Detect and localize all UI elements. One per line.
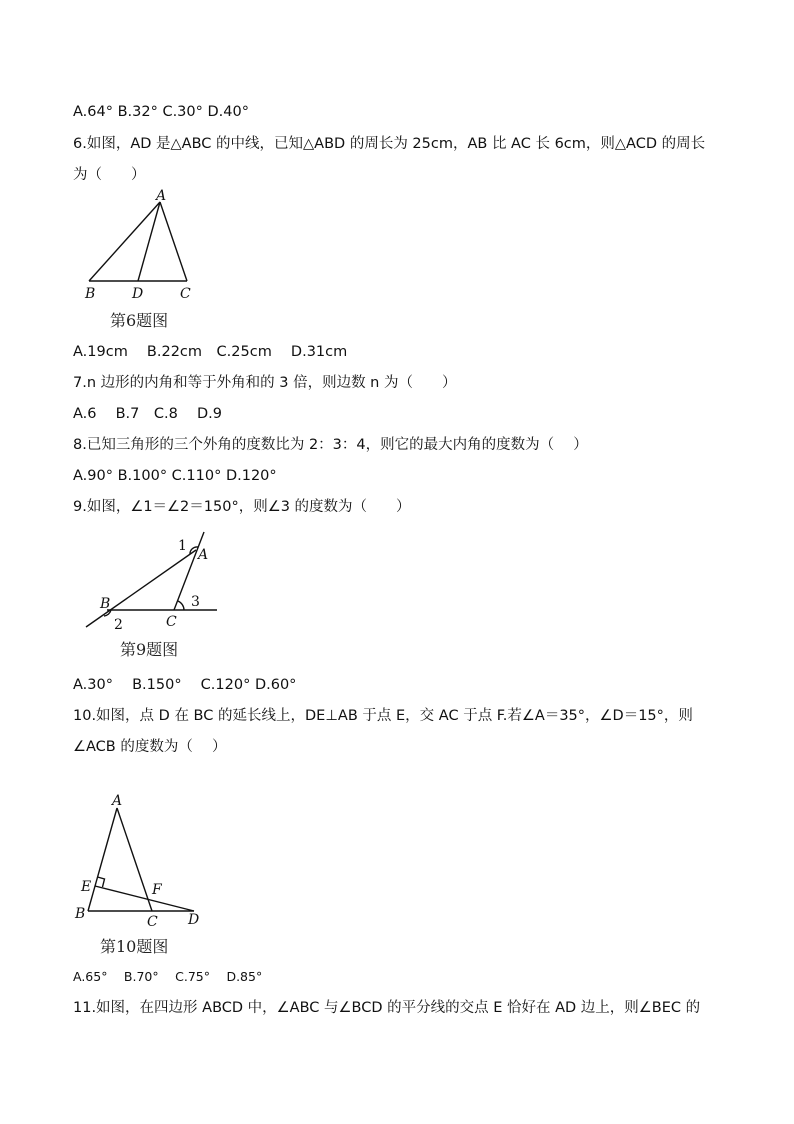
q6-stem-line1: 6.如图，AD 是△ABC 的中线，已知△ABD 的周长为 25cm，AB 比 AC 长 6cm，则△ACD 的周长 [73, 136, 706, 152]
q6-label-b: B [85, 286, 96, 302]
q6-caption: 第6题图 [110, 311, 169, 330]
q9-options: A.30° B.150° C.120° D.60° [73, 677, 297, 693]
q9-angle-3-arc [178, 601, 184, 610]
q9-angle-diagram [80, 528, 230, 668]
q10-caption: 第10题图 [100, 937, 169, 956]
q7-options: A.6 B.7 C.8 D.9 [73, 406, 222, 422]
q6-label-a: A [156, 188, 167, 204]
q10-right-angle-mark [98, 877, 105, 887]
q9-label-1: 1 [178, 538, 187, 554]
q10-triangle-diagram [72, 790, 222, 965]
q6-label-c: C [180, 286, 191, 302]
q5-options: A.64° B.32° C.30° D.40° [73, 104, 249, 120]
q6-figure [80, 190, 220, 340]
q7-stem: 7.n 边形的内角和等于外角和的 3 倍，则边数 n 为（ ） [73, 375, 457, 391]
q10-label-b: B [75, 906, 86, 922]
q9-label-b: B [100, 596, 111, 612]
q8-stem: 8.已知三角形的三个外角的度数比为 2：3：4，则它的最大内角的度数为（ ） [73, 437, 588, 453]
q6-side-ac [160, 202, 187, 281]
q10-options: A.65° B.70° C.75° D.85° [73, 969, 263, 984]
q6-options: A.19cm B.22cm C.25cm D.31cm [73, 344, 348, 360]
q9-line-ba [86, 550, 196, 627]
q6-stem-line2: 为（ ） [73, 167, 146, 183]
q9-figure [80, 528, 230, 668]
q10-side-ab [88, 808, 117, 911]
q10-stem-line2: ∠ACB 的度数为（ ） [73, 739, 227, 755]
q9-label-3: 3 [191, 594, 200, 610]
q10-label-d: D [188, 912, 200, 928]
q6-triangle-diagram [80, 190, 220, 340]
q11-stem: 11.如图，在四边形 ABCD 中，∠ABC 与∠BCD 的平分线的交点 E 恰好在 AD 边上，则∠BEC 的 [73, 1000, 701, 1016]
q9-label-2: 2 [114, 617, 123, 633]
q10-label-f: F [152, 882, 162, 898]
q10-label-e: E [81, 879, 92, 895]
q10-label-c: C [147, 914, 158, 930]
q9-caption: 第9题图 [120, 640, 179, 659]
q10-figure [72, 790, 222, 965]
q9-stem: 9.如图，∠1＝∠2＝150°，则∠3 的度数为（ ） [73, 499, 411, 515]
q9-label-c: C [166, 614, 177, 630]
q10-label-a: A [112, 793, 123, 809]
q8-options: A.90° B.100° C.110° D.120° [73, 468, 277, 484]
q10-stem-line1: 10.如图，点 D 在 BC 的延长线上，DE⊥AB 于点 E，交 AC 于点 F.若∠A＝35°，∠D＝15°，则 [73, 708, 693, 724]
q9-label-a: A [198, 547, 209, 563]
q6-label-d: D [132, 286, 144, 302]
